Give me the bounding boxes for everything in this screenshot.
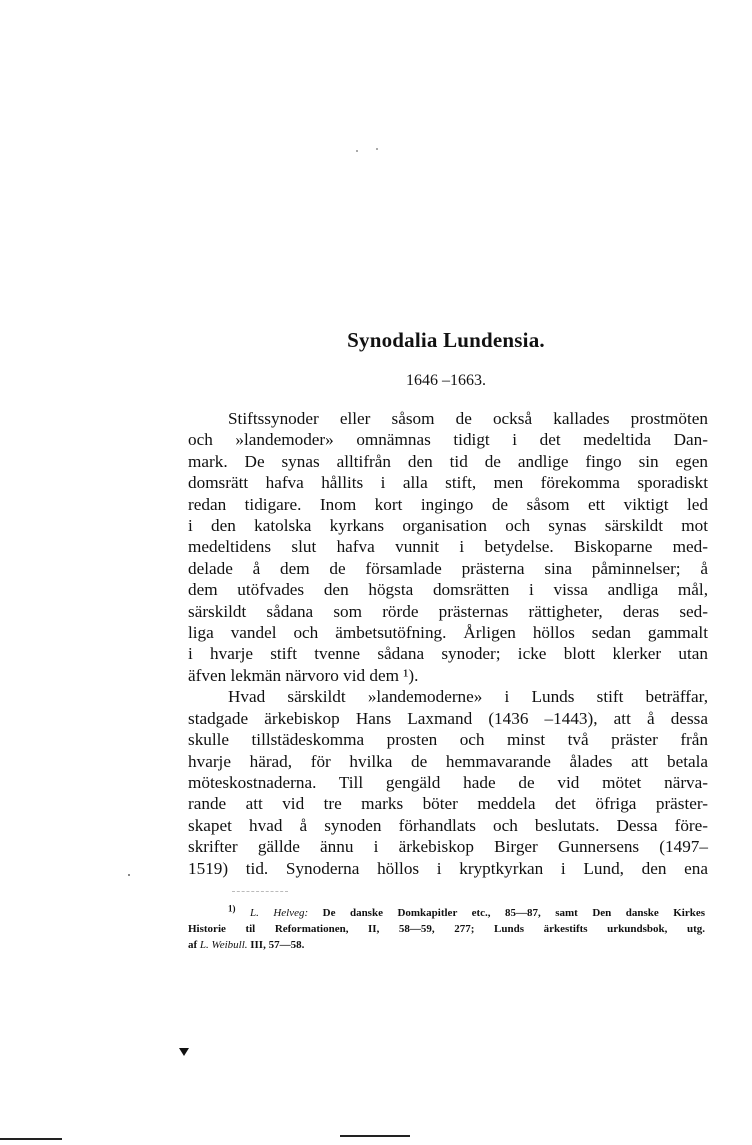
text-line: domsrätt hafva hållits i alla stift, men förekomma sporadiskt xyxy=(188,473,708,493)
text-line: möteskostnaderna. Till gengäld hade de vid mötet närva- xyxy=(188,772,708,792)
footnote-text: III, 57—58. xyxy=(250,939,305,951)
bottom-rule xyxy=(340,1135,410,1137)
speck xyxy=(356,150,358,152)
footnote-line xyxy=(188,937,705,953)
text-line: och »landemoder» omnämnas tidigt i det medeltida Dan- xyxy=(188,430,708,450)
footnote-line: Historie til Reformationen, II, 58—59, 277; Lunds ärkestifts urkundsbok, utg. xyxy=(188,923,705,935)
text-line: dem utöfvades den högsta domsrätten i vissa andliga mål, xyxy=(188,580,708,600)
text-line: särskildt sådana som rörde prästernas rättigheter, deras sed- xyxy=(188,601,708,621)
text-line: skulle tillstädeskomma prosten och minst två präster från xyxy=(188,730,708,750)
footnote-line xyxy=(188,905,705,921)
footnote-author: L. Helveg: xyxy=(249,907,309,919)
body-text xyxy=(188,408,708,879)
bottom-rule xyxy=(0,1138,62,1140)
footnote-author: L. Weibull. xyxy=(199,939,248,951)
text-line: rande att vid tre marks böter meddela det öfriga präster- xyxy=(188,794,708,814)
year-range: 1646 –1663. xyxy=(406,372,486,389)
footnote-mark: 1) xyxy=(228,903,236,914)
footnote-text: af xyxy=(188,939,198,951)
footnote-text: De danske Domkapitler etc., 85—87, samt Den danske Kirkes xyxy=(322,907,706,919)
text-line: skrifter gällde ännu i ärkebiskop Birger Gunnersens (1497– xyxy=(188,837,708,857)
text-line: liga vandel och ämbetsutöfning. Årligen höllos sedan gammalt xyxy=(188,623,708,643)
text-line: medeltidens slut hafva vunnit i betydelse. Biskoparne med- xyxy=(188,537,708,557)
text-line: skapet hvad å synoden förhandlats och beslutats. Dessa före- xyxy=(188,815,708,835)
text-line: delade å dem de församlade prästerna sina påminnelser; å xyxy=(188,558,708,578)
text-line: 1519) tid. Synoderna höllos i kryptkyrkan i Lund, den ena xyxy=(188,858,708,878)
text-line: stadgade ärkebiskop Hans Laxmand (1436 –1443), att å dessa xyxy=(188,708,708,728)
footnote xyxy=(188,905,705,953)
text-line: i den katolska kyrkans organisation och synas särskildt mot xyxy=(188,516,708,536)
page-title: Synodalia Lundensia. xyxy=(347,328,545,352)
text-line: Stiftssynoder eller såsom de också kallades prostmöten xyxy=(228,409,708,428)
page-marker-icon xyxy=(179,1047,189,1057)
text-line: mark. De synas alltifrån den tid de andlige fingo sin egen xyxy=(188,451,708,471)
text-line: redan tidigare. Inom kort ingingo de såsom ett viktigt led xyxy=(188,494,708,514)
text-line: hvarje härad, för hvilka de hemmavarande ålades att betala xyxy=(188,751,708,771)
text-line: i hvarje stift tvenne sådana synoder; icke blott klerker utan xyxy=(188,644,708,664)
speck xyxy=(376,148,378,150)
text-line: Hvad särskildt »landemoderne» i Lunds stift beträffar, xyxy=(228,687,708,707)
text-line: äfven lekmän närvoro vid dem ¹). xyxy=(188,665,419,685)
speck xyxy=(128,874,130,876)
footnote-divider xyxy=(232,891,288,892)
